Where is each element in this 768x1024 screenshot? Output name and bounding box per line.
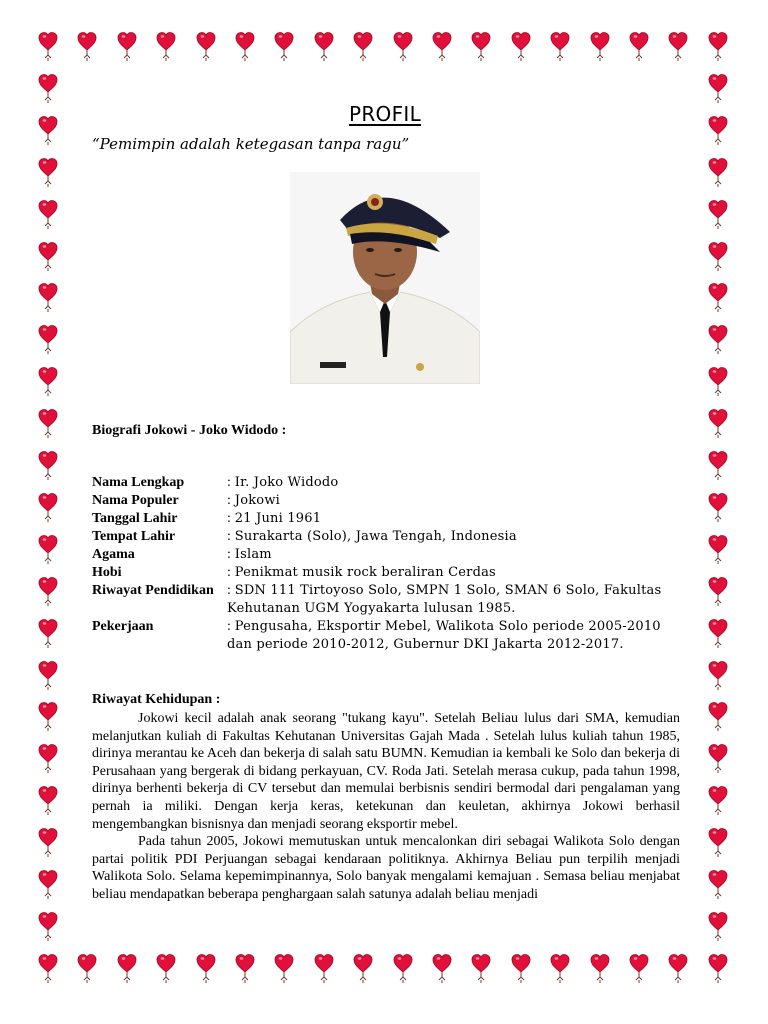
heart-icon xyxy=(708,826,728,860)
heart-icon xyxy=(511,952,531,986)
colon: : xyxy=(227,583,235,598)
heart-icon xyxy=(708,365,728,399)
heart-icon xyxy=(77,30,97,64)
heart-icon xyxy=(314,952,334,986)
heart-icon xyxy=(38,659,58,693)
heart-icon xyxy=(511,30,531,64)
portrait-image xyxy=(290,172,480,384)
heart-icon xyxy=(708,30,728,64)
heart-icon xyxy=(156,952,176,986)
heart-icon xyxy=(38,826,58,860)
bio-row xyxy=(92,528,682,546)
bio-value: 21 Juni 1961 xyxy=(234,511,322,526)
bio-value: Surakarta (Solo), Jawa Tengah, Indonesia xyxy=(234,529,517,544)
heart-icon xyxy=(38,910,58,944)
colon: : xyxy=(227,619,235,634)
heart-icon xyxy=(668,30,688,64)
heart-icon xyxy=(274,952,294,986)
heart-icon xyxy=(432,30,452,64)
heart-icon xyxy=(38,30,58,64)
heart-icon xyxy=(708,659,728,693)
colon: : xyxy=(227,547,235,562)
history-heading: Riwayat Kehidupan : xyxy=(92,692,221,707)
heart-icon xyxy=(314,30,334,64)
heart-icon xyxy=(38,323,58,357)
bio-label: Agama xyxy=(92,547,135,562)
page-title: PROFIL xyxy=(348,102,422,126)
heart-icon xyxy=(353,952,373,986)
heart-icon xyxy=(117,952,137,986)
colon: : xyxy=(227,565,235,580)
heart-icon xyxy=(708,198,728,232)
bio-row xyxy=(92,510,682,528)
bio-value: Islam xyxy=(234,547,272,562)
heart-icon xyxy=(629,30,649,64)
heart-icon xyxy=(708,784,728,818)
heart-icon xyxy=(156,30,176,64)
heart-icon xyxy=(708,72,728,106)
heart-icon xyxy=(708,449,728,483)
history-paragraph: Pada tahun 2005, Jokowi memutuskan untuk mencalonkan diri sebagai Walikota Solo dengan partai politik PDI Perjuangan sebagai kendaraan politiknya. Akhirnya Beliau pun terpilih menjadi Walikota Solo. Selama kepemimpinannya, Solo banyak mengalami kemajuan . Semasa beliau menjabat beliau mendapatkan beberapa penghargaan salah satunya adalah beliau menjadi xyxy=(92,834,680,902)
bio-value: Jokowi xyxy=(234,493,281,508)
bio-label: Riwayat Pendidikan xyxy=(92,583,214,598)
heart-icon xyxy=(668,952,688,986)
heart-icon xyxy=(77,952,97,986)
heart-icon xyxy=(38,742,58,776)
heart-icon xyxy=(590,952,610,986)
heart-icon xyxy=(38,533,58,567)
heart-icon xyxy=(708,281,728,315)
heart-icon xyxy=(708,533,728,567)
heart-icon xyxy=(235,30,255,64)
bio-row xyxy=(92,582,682,618)
bio-label: Hobi xyxy=(92,565,122,580)
heart-icon xyxy=(38,114,58,148)
heart-icon xyxy=(550,30,570,64)
bio-row xyxy=(92,492,682,510)
heart-icon xyxy=(38,868,58,902)
bio-label: Nama Lengkap xyxy=(92,475,185,490)
heart-icon xyxy=(38,281,58,315)
heart-icon xyxy=(38,491,58,525)
bio-label: Pekerjaan xyxy=(92,619,154,634)
heart-icon xyxy=(393,30,413,64)
heart-icon xyxy=(196,30,216,64)
heart-icon xyxy=(708,407,728,441)
heart-icon xyxy=(708,240,728,274)
bio-row xyxy=(92,474,682,492)
heart-icon xyxy=(38,700,58,734)
colon: : xyxy=(227,493,235,508)
heart-icon xyxy=(38,617,58,651)
bio-label: Nama Populer xyxy=(92,493,179,508)
heart-icon xyxy=(708,491,728,525)
bio-value: Pengusaha, Eksportir Mebel, Walikota Solo periode 2005-2010 dan periode 2010-2012, Gubernur DKI Jakarta 2012-2017. xyxy=(227,619,661,652)
heart-icon xyxy=(38,575,58,609)
portrait-photo xyxy=(290,172,480,384)
heart-icon xyxy=(708,910,728,944)
bio-heading: Biografi Jokowi - Joko Widodo : xyxy=(92,423,287,438)
heart-icon xyxy=(196,952,216,986)
heart-icon xyxy=(708,700,728,734)
heart-icon xyxy=(708,323,728,357)
heart-icon xyxy=(708,575,728,609)
heart-icon xyxy=(38,784,58,818)
heart-icon xyxy=(708,114,728,148)
bio-row xyxy=(92,546,682,564)
bio-value: Ir. Joko Widodo xyxy=(234,475,339,490)
heart-icon xyxy=(274,30,294,64)
heart-icon xyxy=(393,952,413,986)
heart-icon xyxy=(550,952,570,986)
heart-icon xyxy=(353,30,373,64)
heart-icon xyxy=(38,198,58,232)
heart-icon xyxy=(38,156,58,190)
heart-icon xyxy=(629,952,649,986)
bio-label: Tanggal Lahir xyxy=(92,511,178,526)
heart-icon xyxy=(38,72,58,106)
heart-icon xyxy=(708,156,728,190)
history-paragraph: Jokowi kecil adalah anak seorang "tukang kayu". Setelah Beliau lulus dari SMA, kemudian melanjutkan kuliah di Fakultas Kehutanan Universitas Gajah Mada . Setelah lulus kuliah tahun 1985, dirinya merantau ke Aceh dan bekerja di salah satu BUMN. Kemudian ia kembali ke Solo dan bekerja di Perusahaan yang bergerak di bidang perkayuan, CV. Roda Jati. Setelah merasa cukup, pada tahun 1998, dirinya berhenti bekerja di CV tersebut dan memulai berbisnis sendiri bermodal dari pengalaman yang pernah ia miliki. Dengan kerja keras, ketekunan dan keuletan, akhirnya Jokowi berhasil mengembangkan bisnisnya dan menjadi seorang eksportir mebel. xyxy=(92,711,680,832)
heart-icon xyxy=(471,952,491,986)
colon: : xyxy=(227,475,235,490)
heart-icon xyxy=(708,952,728,986)
quote: “Pemimpin adalah ketegasan tanpa ragu” xyxy=(92,135,410,153)
heart-icon xyxy=(117,30,137,64)
heart-icon xyxy=(38,240,58,274)
history-text xyxy=(92,710,680,904)
bio-label: Tempat Lahir xyxy=(92,529,176,544)
bio-table xyxy=(92,474,682,654)
colon: : xyxy=(227,529,235,544)
heart-icon xyxy=(708,868,728,902)
heart-icon xyxy=(708,617,728,651)
heart-icon xyxy=(590,30,610,64)
heart-icon xyxy=(38,952,58,986)
heart-icon xyxy=(38,407,58,441)
bio-value: Penikmat musik rock beraliran Cerdas xyxy=(234,565,496,580)
bio-row xyxy=(92,618,682,654)
heart-icon xyxy=(471,30,491,64)
heart-icon xyxy=(38,365,58,399)
heart-icon xyxy=(432,952,452,986)
bio-value: SDN 111 Tirtoyoso Solo, SMPN 1 Solo, SMAN 6 Solo, Fakultas Kehutanan UGM Yogyakarta lulusan 1985. xyxy=(227,583,662,616)
heart-icon xyxy=(708,742,728,776)
heart-icon xyxy=(235,952,255,986)
heart-icon xyxy=(38,449,58,483)
bio-row xyxy=(92,564,682,582)
colon: : xyxy=(227,511,235,526)
